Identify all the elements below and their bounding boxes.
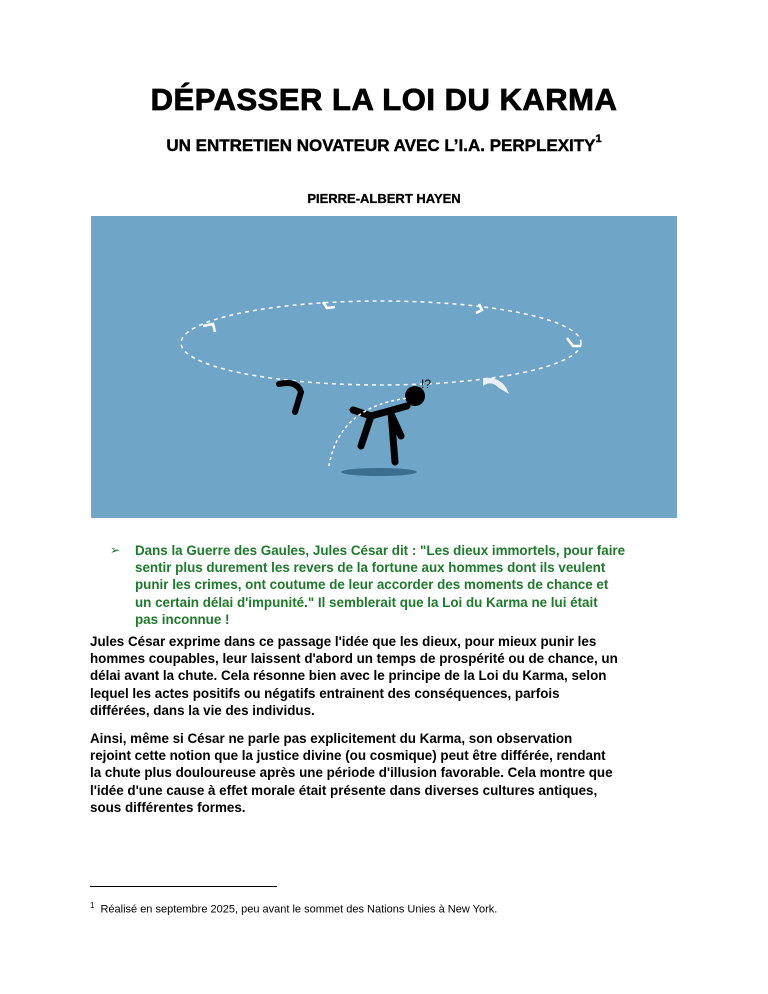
author-name: PIERRE-ALBERT HAYEN — [307, 191, 461, 206]
bullet-arrow-icon: ➢ — [110, 543, 121, 557]
paragraph-line: différées, dans la vie des individus. — [90, 702, 315, 718]
paragraph-line: l'idée d'une cause à effet morale était présente dans diverses cultures antiques, — [90, 782, 598, 798]
paragraph-line: rejoint cette notion que la justice divine (ou cosmique) peut être différée, rendant — [90, 748, 606, 764]
body-paragraph-1 — [90, 633, 690, 719]
quote-line: Dans la Guerre des Gaules, Jules César dit : "Les dieux immortels, pour faire — [135, 543, 626, 558]
footnote-ref[interactable]: 1 — [595, 133, 602, 145]
paragraph-line: Jules César exprime dans ce passage l'idée que les dieux, pour mieux punir les — [90, 634, 597, 649]
quote-line: un certain délai d'impunité." Il semblerait que la Loi du Karma ne lui était — [135, 594, 598, 610]
quote-line: punir les crimes, ont coutume de leur accorder des moments de chance et — [135, 577, 609, 593]
boomerang-figure-icon — [91, 216, 677, 518]
svg-text:!?: !? — [421, 377, 432, 391]
quote-paragraph — [135, 542, 695, 628]
quote-line: pas inconnue ! — [135, 611, 230, 627]
boomerang-illustration — [91, 216, 677, 518]
body-paragraph-2 — [90, 730, 690, 816]
quote-line: sentir plus durement les revers de la fortune aux hommes dont ils veulent — [135, 560, 606, 576]
paragraph-line: lequel les actes positifs ou négatifs entrainent des conséquences, parfois — [90, 685, 560, 701]
paragraph-line: délai avant la chute. Cela résonne bien avec le principe de la Loi du Karma, selon — [90, 668, 607, 684]
subtitle-text: UN ENTRETIEN NOVATEUR AVEC L’I.A. PERPLEXITY — [166, 136, 596, 155]
footnote-text: Réalisé en septembre 2025, peu avant le sommet des Nations Unies à New York. — [100, 903, 498, 916]
footnote — [90, 901, 497, 916]
document-subtitle — [0, 133, 768, 156]
paragraph-line: la chute plus douloureuse après une période d'illusion favorable. Cela montre que — [90, 765, 613, 781]
paragraph-line: sous différentes formes. — [90, 799, 246, 815]
footnote-number: 1 — [90, 901, 95, 910]
footnote-separator — [90, 886, 277, 887]
document-title: DÉPASSER LA LOI DU KARMA — [150, 82, 618, 117]
paragraph-line: hommes coupables, leur laissent d'abord un temps de prospérité ou de chance, un — [90, 651, 618, 667]
paragraph-line: Ainsi, même si César ne parle pas explicitement du Karma, son observation — [90, 731, 573, 746]
